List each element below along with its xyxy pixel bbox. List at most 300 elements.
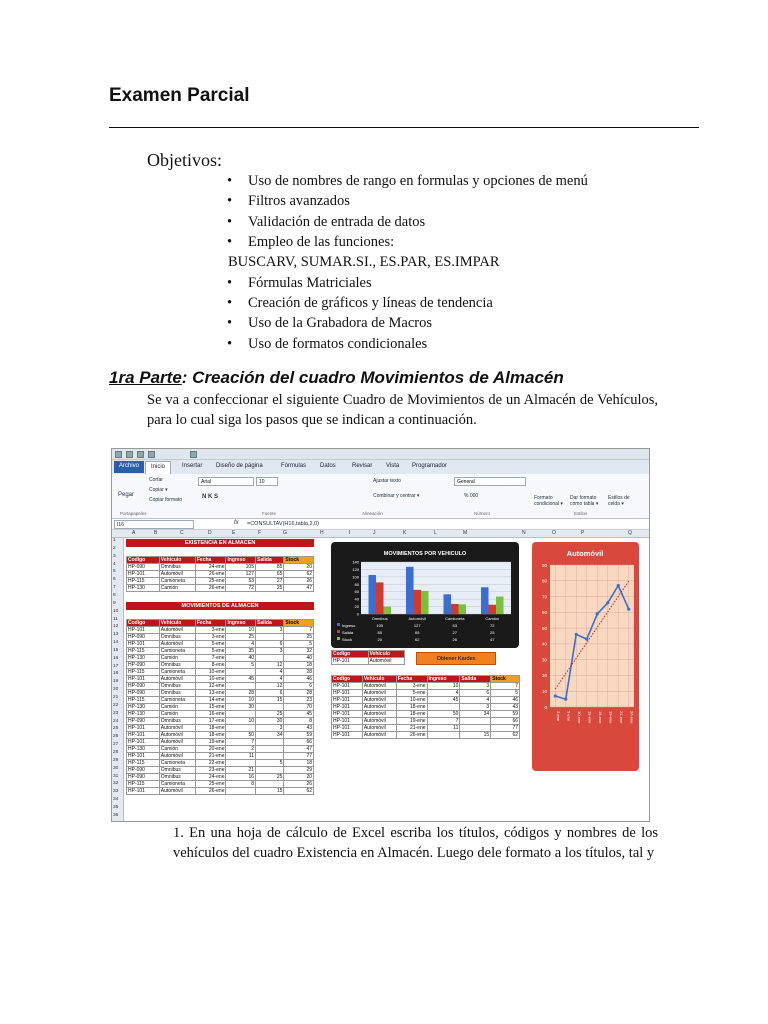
- table-cell[interactable]: Omnibus: [159, 564, 195, 571]
- table-cell[interactable]: HP-115: [127, 578, 160, 585]
- format-as-table-button[interactable]: Dar formato como tabla ▾: [570, 495, 599, 507]
- table-cell[interactable]: HP-130: [127, 655, 160, 662]
- table-cell[interactable]: 23: [284, 697, 314, 704]
- column-header[interactable]: E: [232, 530, 236, 536]
- table-cell[interactable]: 45: [284, 711, 314, 718]
- table-cell[interactable]: [256, 655, 284, 662]
- table-cell[interactable]: 25: [256, 711, 284, 718]
- column-header-cell[interactable]: Codigo: [332, 651, 369, 658]
- column-header-cell[interactable]: Stock: [284, 557, 314, 564]
- row-header[interactable]: 5: [113, 569, 116, 575]
- row-header[interactable]: 35: [113, 804, 119, 810]
- row-header[interactable]: 13: [113, 632, 119, 638]
- conditional-format-button[interactable]: Formato condicional ▾: [534, 495, 563, 507]
- qat-extra-icon[interactable]: [190, 451, 197, 458]
- table-cell[interactable]: 12: [256, 662, 284, 669]
- table-cell[interactable]: [226, 683, 256, 690]
- table-cell[interactable]: Camioneta: [159, 578, 195, 585]
- table-cell[interactable]: HP-090: [127, 774, 160, 781]
- table-cell[interactable]: 47: [284, 585, 314, 592]
- table-cell[interactable]: 32: [284, 648, 314, 655]
- table-cell[interactable]: 6: [256, 690, 284, 697]
- row-header[interactable]: 4: [113, 561, 116, 567]
- row-header[interactable]: 21: [113, 695, 119, 700]
- column-header[interactable]: O: [552, 530, 556, 536]
- table-cell[interactable]: 24-ene: [195, 564, 226, 571]
- table-cell[interactable]: 29: [284, 767, 314, 774]
- fx-icon[interactable]: fx: [234, 520, 239, 526]
- table-cell[interactable]: HP-115: [127, 669, 160, 676]
- table-cell[interactable]: 10-ene: [195, 676, 226, 683]
- table-cell[interactable]: 72: [226, 585, 256, 592]
- table-cell[interactable]: 3: [256, 627, 284, 634]
- table-cell[interactable]: Automóvil: [159, 725, 195, 732]
- table-cell[interactable]: 40: [284, 655, 314, 662]
- table-cell[interactable]: 50: [427, 711, 460, 718]
- table-cell[interactable]: 30: [256, 718, 284, 725]
- table-cell[interactable]: 21: [226, 767, 256, 774]
- table-cell[interactable]: 15-ene: [195, 704, 226, 711]
- table-cell[interactable]: Automóvil: [159, 753, 195, 760]
- column-header-cell[interactable]: Stock: [284, 620, 314, 627]
- table-cell[interactable]: [256, 767, 284, 774]
- table-cell[interactable]: Omnibus: [159, 662, 195, 669]
- table-cell[interactable]: Omnibus: [159, 774, 195, 781]
- table-cell[interactable]: 18-ene: [195, 725, 226, 732]
- table-cell[interactable]: [256, 746, 284, 753]
- row-header[interactable]: 20: [113, 687, 119, 693]
- table-cell[interactable]: 21-ene: [195, 753, 226, 760]
- table-cell[interactable]: HP-130: [127, 585, 160, 592]
- table-cell[interactable]: 25-ene: [195, 578, 226, 585]
- table-cell[interactable]: HP-090: [127, 767, 160, 774]
- row-header[interactable]: 29: [113, 757, 119, 763]
- table-cell[interactable]: 4: [226, 641, 256, 648]
- table-cell[interactable]: 7: [284, 627, 314, 634]
- table-cell[interactable]: Automóvil: [362, 711, 396, 718]
- table-cell[interactable]: HP-101: [332, 704, 363, 711]
- table-cell[interactable]: [226, 711, 256, 718]
- column-header-cell[interactable]: Codigo: [127, 620, 160, 627]
- table-cell[interactable]: [460, 718, 491, 725]
- table-cell[interactable]: 46: [491, 697, 520, 704]
- column-header-cell[interactable]: Vehiculo: [368, 651, 405, 658]
- column-header-cell[interactable]: Ingreso: [226, 620, 256, 627]
- table-cell[interactable]: HP-101: [127, 627, 160, 634]
- table-cell[interactable]: 10: [427, 683, 460, 690]
- table-cell[interactable]: [256, 634, 284, 641]
- table-cell[interactable]: HP-090: [127, 683, 160, 690]
- column-header[interactable]: F: [258, 530, 262, 536]
- column-header[interactable]: N: [522, 530, 526, 536]
- table-cell[interactable]: 2: [226, 746, 256, 753]
- copy-button[interactable]: Copiar ▾: [149, 487, 168, 493]
- table-cell[interactable]: Camión: [159, 585, 195, 592]
- table-cell[interactable]: 35: [226, 648, 256, 655]
- column-header[interactable]: K: [403, 530, 407, 536]
- table-cell[interactable]: HP-090: [127, 690, 160, 697]
- table-cell[interactable]: HP-090: [127, 564, 160, 571]
- table-cell[interactable]: 12: [256, 683, 284, 690]
- table-cell[interactable]: 28: [284, 690, 314, 697]
- row-header[interactable]: 33: [113, 789, 119, 795]
- table-cell[interactable]: HP-115: [127, 760, 160, 767]
- table-cell[interactable]: 70: [284, 704, 314, 711]
- table-cell[interactable]: 4: [256, 676, 284, 683]
- table-cell[interactable]: 7: [491, 683, 520, 690]
- table-cell[interactable]: 5: [491, 690, 520, 697]
- table-cell[interactable]: 47: [284, 746, 314, 753]
- table-cell[interactable]: 10: [226, 697, 256, 704]
- table-cell[interactable]: 34: [460, 711, 491, 718]
- column-header-cell[interactable]: Vehiculo: [159, 557, 195, 564]
- table-cell[interactable]: 19-ene: [195, 739, 226, 746]
- row-header[interactable]: 24: [113, 718, 119, 724]
- tab-programador[interactable]: Programador: [412, 463, 448, 469]
- table-cell[interactable]: HP-130: [127, 746, 160, 753]
- table-cell[interactable]: 24-ene: [195, 774, 226, 781]
- table-cell[interactable]: 40: [226, 655, 256, 662]
- table-cell[interactable]: [427, 732, 460, 739]
- obtener-kardex-button[interactable]: Obtener Kardex: [416, 652, 496, 665]
- row-header[interactable]: 6: [113, 577, 116, 583]
- table-cell[interactable]: Automóvil: [362, 704, 396, 711]
- table-cell[interactable]: [427, 704, 460, 711]
- table-cell[interactable]: HP-101: [332, 658, 369, 665]
- table-cell[interactable]: [256, 739, 284, 746]
- table-cell[interactable]: 50: [226, 732, 256, 739]
- table-cell[interactable]: 8: [226, 781, 256, 788]
- table-cell[interactable]: 20: [284, 564, 314, 571]
- table-cell[interactable]: Automóvil: [159, 641, 195, 648]
- row-header[interactable]: 34: [113, 797, 119, 803]
- table-cell[interactable]: 34: [256, 732, 284, 739]
- row-header[interactable]: 36: [113, 812, 119, 818]
- table-cell[interactable]: Camión: [159, 711, 195, 718]
- table-cell[interactable]: HP-090: [127, 718, 160, 725]
- table-cell[interactable]: 7: [226, 739, 256, 746]
- column-header-cell[interactable]: Salida: [460, 676, 491, 683]
- table-cell[interactable]: 20: [284, 774, 314, 781]
- table-cell[interactable]: HP-101: [332, 697, 363, 704]
- table-cell[interactable]: Camioneta: [159, 669, 195, 676]
- row-header[interactable]: 2: [113, 545, 116, 551]
- table-cell[interactable]: 10: [226, 718, 256, 725]
- table-cell[interactable]: 66: [284, 739, 314, 746]
- table-cell[interactable]: HP-130: [127, 704, 160, 711]
- table-cell[interactable]: 19-ene: [396, 718, 427, 725]
- table-cell[interactable]: 15: [460, 732, 491, 739]
- table-cell[interactable]: Automóvil: [362, 683, 396, 690]
- column-header-cell[interactable]: Fecha: [195, 620, 226, 627]
- table-cell[interactable]: 3-ene: [396, 683, 427, 690]
- table-cell[interactable]: 4: [256, 669, 284, 676]
- table-cell[interactable]: 7: [427, 718, 460, 725]
- table-cell[interactable]: HP-130: [127, 711, 160, 718]
- table-cell[interactable]: HP-115: [127, 648, 160, 655]
- column-header-cell[interactable]: Stock: [491, 676, 520, 683]
- table-cell[interactable]: Automóvil: [362, 732, 396, 739]
- table-cell[interactable]: Automóvil: [362, 725, 396, 732]
- table-cell[interactable]: 4: [427, 690, 460, 697]
- table-cell[interactable]: HP-101: [332, 690, 363, 697]
- column-header[interactable]: B: [154, 530, 158, 536]
- table-cell[interactable]: [226, 669, 256, 676]
- formula-input[interactable]: =CONSULTAV(H16,tabla,2,0): [247, 521, 319, 527]
- row-header[interactable]: 19: [113, 679, 119, 685]
- table-cell[interactable]: HP-101: [127, 788, 160, 795]
- table-cell[interactable]: Automóvil: [159, 627, 195, 634]
- table-cell[interactable]: 5-ene: [195, 648, 226, 655]
- table-cell[interactable]: 10: [226, 627, 256, 634]
- table-cell[interactable]: HP-101: [332, 718, 363, 725]
- table-cell[interactable]: Camioneta: [159, 760, 195, 767]
- paste-button[interactable]: Pegar: [118, 492, 135, 498]
- table-cell[interactable]: HP-101: [332, 732, 363, 739]
- table-cell[interactable]: 26: [284, 781, 314, 788]
- table-cell[interactable]: 18: [284, 662, 314, 669]
- percent-button[interactable]: % 000: [464, 493, 479, 499]
- table-cell[interactable]: 11: [226, 753, 256, 760]
- table-cell[interactable]: HP-101: [127, 571, 160, 578]
- table-cell[interactable]: 17-ene: [195, 718, 226, 725]
- table-cell[interactable]: 13-ene: [195, 690, 226, 697]
- table-cell[interactable]: HP-101: [332, 711, 363, 718]
- row-header[interactable]: 22: [113, 702, 119, 708]
- column-header-cell[interactable]: Fecha: [195, 557, 226, 564]
- table-cell[interactable]: 15: [256, 697, 284, 704]
- table-cell[interactable]: 3: [256, 725, 284, 732]
- table-cell[interactable]: 12-ene: [195, 683, 226, 690]
- table-cell[interactable]: 5: [256, 760, 284, 767]
- table-cell[interactable]: 8-ene: [195, 662, 226, 669]
- table-cell[interactable]: Omnibus: [159, 690, 195, 697]
- table-cell[interactable]: HP-101: [127, 739, 160, 746]
- name-box[interactable]: I16: [114, 520, 194, 529]
- table-cell[interactable]: 26-ene: [195, 585, 226, 592]
- table-cell[interactable]: 85: [256, 564, 284, 571]
- column-header[interactable]: J: [373, 530, 376, 536]
- column-header-cell[interactable]: Codigo: [332, 676, 363, 683]
- row-header[interactable]: 3: [113, 553, 116, 559]
- table-cell[interactable]: 43: [491, 704, 520, 711]
- tab-insertar[interactable]: Insertar: [182, 463, 203, 469]
- table-cell[interactable]: 25: [284, 634, 314, 641]
- table-cell[interactable]: Omnibus: [159, 683, 195, 690]
- table-cell[interactable]: 5: [226, 662, 256, 669]
- column-header[interactable]: Q: [628, 530, 632, 536]
- table-cell[interactable]: [256, 753, 284, 760]
- table-cell[interactable]: Automóvil: [362, 718, 396, 725]
- table-cell[interactable]: 77: [491, 725, 520, 732]
- table-cell[interactable]: 11: [427, 725, 460, 732]
- table-cell[interactable]: 3: [256, 648, 284, 655]
- table-cell[interactable]: 62: [284, 788, 314, 795]
- table-cell[interactable]: HP-090: [127, 634, 160, 641]
- font-size-select[interactable]: 10: [256, 477, 278, 486]
- cut-button[interactable]: Cortar: [149, 477, 163, 483]
- table-cell[interactable]: HP-115: [127, 697, 160, 704]
- tab-revisar[interactable]: Revisar: [352, 463, 373, 469]
- table-cell[interactable]: Omnibus: [159, 718, 195, 725]
- number-format-select[interactable]: General: [454, 477, 526, 486]
- table-cell[interactable]: 53: [226, 578, 256, 585]
- table-cell[interactable]: Automóvil: [368, 658, 405, 665]
- tab-archivo[interactable]: Archivo: [114, 461, 144, 473]
- table-cell[interactable]: 10-ene: [195, 669, 226, 676]
- table-cell[interactable]: Automóvil: [159, 571, 195, 578]
- row-header[interactable]: 14: [113, 640, 119, 646]
- column-header-cell[interactable]: Fecha: [396, 676, 427, 683]
- row-header[interactable]: 18: [113, 671, 119, 677]
- column-header-cell[interactable]: Salida: [256, 620, 284, 627]
- column-header-cell[interactable]: Salida: [256, 557, 284, 564]
- column-header-cell[interactable]: Ingreso: [226, 557, 256, 564]
- table-cell[interactable]: Omnibus: [159, 634, 195, 641]
- row-header[interactable]: 12: [113, 624, 119, 630]
- tab-vista[interactable]: Vista: [386, 463, 400, 469]
- column-header[interactable]: G: [283, 530, 287, 536]
- row-header[interactable]: 30: [113, 765, 119, 771]
- row-header[interactable]: 9: [113, 600, 116, 606]
- column-header[interactable]: M: [463, 530, 468, 536]
- table-cell[interactable]: [226, 788, 256, 795]
- row-header[interactable]: 25: [113, 726, 119, 732]
- column-header[interactable]: D: [208, 530, 212, 536]
- tab-formulas[interactable]: Fórmulas: [281, 463, 307, 469]
- row-header[interactable]: 15: [113, 647, 119, 653]
- table-cell[interactable]: 14-ene: [195, 697, 226, 704]
- column-header[interactable]: A: [132, 530, 136, 536]
- column-header[interactable]: P: [581, 530, 585, 536]
- column-header-cell[interactable]: Vehiculo: [159, 620, 195, 627]
- table-cell[interactable]: Automóvil: [159, 732, 195, 739]
- table-cell[interactable]: HP-101: [332, 725, 363, 732]
- row-header[interactable]: 26: [113, 734, 119, 740]
- table-cell[interactable]: 5-ene: [396, 690, 427, 697]
- table-cell[interactable]: 26-ene: [195, 788, 226, 795]
- table-cell[interactable]: Automóvil: [159, 676, 195, 683]
- table-cell[interactable]: 25-ene: [195, 781, 226, 788]
- table-cell[interactable]: HP-101: [127, 732, 160, 739]
- table-cell[interactable]: Camioneta: [159, 697, 195, 704]
- row-header[interactable]: 32: [113, 781, 119, 787]
- format-painter-button[interactable]: Copiar formato: [149, 497, 183, 503]
- table-cell[interactable]: 16: [226, 774, 256, 781]
- row-header[interactable]: 7: [113, 585, 116, 591]
- table-cell[interactable]: 6: [256, 641, 284, 648]
- wrap-text-button[interactable]: Ajustar texto: [373, 478, 401, 484]
- row-header[interactable]: 1: [113, 538, 116, 543]
- table-cell[interactable]: Automóvil: [159, 788, 195, 795]
- table-cell[interactable]: HP-101: [332, 683, 363, 690]
- table-cell[interactable]: HP-101: [127, 641, 160, 648]
- table-cell[interactable]: Automóvil: [159, 739, 195, 746]
- tab-diseno[interactable]: Diseño de página: [216, 463, 263, 469]
- table-cell[interactable]: 28: [284, 669, 314, 676]
- table-cell[interactable]: 15: [256, 788, 284, 795]
- table-cell[interactable]: 23-ene: [195, 767, 226, 774]
- table-cell[interactable]: 22-ene: [195, 760, 226, 767]
- column-header[interactable]: H: [320, 530, 324, 536]
- table-cell[interactable]: 43: [284, 725, 314, 732]
- row-header[interactable]: 17: [113, 663, 119, 669]
- table-cell[interactable]: 59: [491, 711, 520, 718]
- table-cell[interactable]: 18-ene: [195, 732, 226, 739]
- table-cell[interactable]: 77: [284, 753, 314, 760]
- table-cell[interactable]: Automóvil: [362, 690, 396, 697]
- row-header[interactable]: 23: [113, 710, 119, 716]
- table-cell[interactable]: 20-ene: [195, 746, 226, 753]
- table-cell[interactable]: 18: [284, 760, 314, 767]
- table-cell[interactable]: 62: [284, 571, 314, 578]
- table-cell[interactable]: 6: [460, 690, 491, 697]
- table-cell[interactable]: 27: [256, 578, 284, 585]
- table-cell[interactable]: Omnibus: [159, 767, 195, 774]
- table-cell[interactable]: 66: [491, 718, 520, 725]
- row-header[interactable]: 27: [113, 742, 119, 748]
- table-cell[interactable]: 6: [284, 683, 314, 690]
- table-cell[interactable]: HP-101: [127, 753, 160, 760]
- font-select[interactable]: Arial: [198, 477, 254, 486]
- cell-styles-button[interactable]: Estilos de celda ▾: [608, 495, 630, 507]
- table-cell[interactable]: 3: [460, 704, 491, 711]
- table-cell[interactable]: [226, 725, 256, 732]
- table-cell[interactable]: 26: [284, 578, 314, 585]
- table-cell[interactable]: 7-ene: [195, 655, 226, 662]
- undo-icon[interactable]: [137, 451, 144, 458]
- table-cell[interactable]: [256, 781, 284, 788]
- table-cell[interactable]: [460, 725, 491, 732]
- row-header[interactable]: 10: [113, 608, 119, 614]
- table-cell[interactable]: 105: [226, 564, 256, 571]
- tab-inicio[interactable]: Inicio: [145, 461, 171, 474]
- column-header[interactable]: L: [434, 530, 437, 536]
- table-cell[interactable]: 25: [256, 774, 284, 781]
- table-cell[interactable]: 46: [284, 676, 314, 683]
- table-cell[interactable]: 10-ene: [396, 697, 427, 704]
- table-cell[interactable]: 5: [284, 641, 314, 648]
- redo-icon[interactable]: [148, 451, 155, 458]
- table-cell[interactable]: 65: [256, 571, 284, 578]
- table-cell[interactable]: 45: [427, 697, 460, 704]
- row-header[interactable]: 31: [113, 773, 119, 779]
- table-cell[interactable]: 26-ene: [195, 571, 226, 578]
- table-cell[interactable]: 30: [226, 704, 256, 711]
- table-cell[interactable]: 127: [226, 571, 256, 578]
- table-cell[interactable]: Camión: [159, 746, 195, 753]
- column-header-cell[interactable]: Vehiculo: [362, 676, 396, 683]
- table-cell[interactable]: Camión: [159, 655, 195, 662]
- column-header[interactable]: C: [180, 530, 184, 536]
- table-cell[interactable]: 21-ene: [396, 725, 427, 732]
- table-cell[interactable]: 4: [460, 697, 491, 704]
- table-cell[interactable]: 62: [491, 732, 520, 739]
- font-style-buttons[interactable]: N K S: [202, 494, 219, 500]
- table-cell[interactable]: 28: [226, 690, 256, 697]
- row-header[interactable]: 11: [113, 616, 118, 622]
- column-header-cell[interactable]: Codigo: [127, 557, 160, 564]
- row-header[interactable]: 8: [113, 592, 116, 598]
- table-cell[interactable]: 8: [284, 718, 314, 725]
- tab-datos[interactable]: Datos: [320, 463, 336, 469]
- table-cell[interactable]: 25: [226, 634, 256, 641]
- save-icon[interactable]: [126, 451, 133, 458]
- merge-center-button[interactable]: Combinar y centrar ▾: [373, 493, 420, 499]
- table-cell[interactable]: HP-090: [127, 662, 160, 669]
- row-header[interactable]: 16: [113, 655, 119, 661]
- row-header[interactable]: 28: [113, 749, 119, 755]
